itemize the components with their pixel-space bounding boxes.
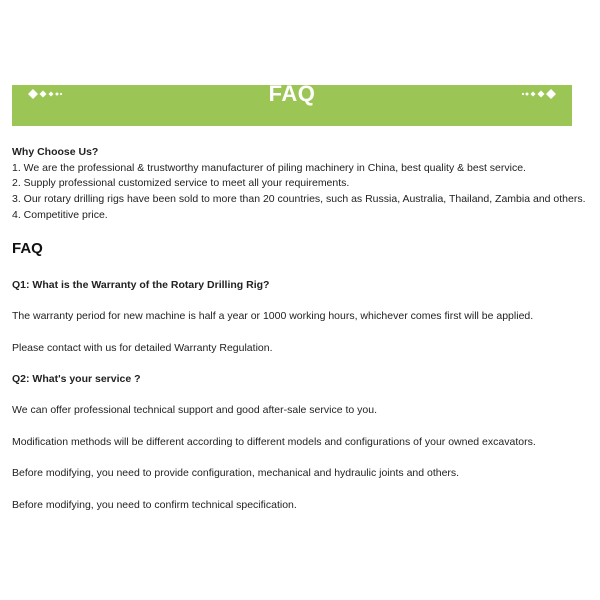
faq-answer: Please contact with us for detailed Warranty Regulation. (12, 342, 273, 354)
reason-item: 2. Supply professional customized service to meet all your requirements. (12, 177, 350, 190)
faq-answer: The warranty period for new machine is half a year or 1000 working hours, whichever comes first will be applied. (12, 310, 534, 322)
faq-heading: FAQ (12, 240, 43, 257)
diamond-ornament-icon (516, 87, 556, 101)
why-choose-us-heading: Why Choose Us? (12, 146, 99, 158)
faq-answer: We can offer professional technical support and good after-sale service to you. (12, 404, 377, 416)
faq-answer: Before modifying, you need to confirm technical specification. (12, 499, 297, 511)
faq-banner (12, 81, 572, 126)
why-choose-us-section (12, 145, 597, 224)
faq-question-1: Q1: What is the Warranty of the Rotary Drilling Rig? (12, 279, 270, 291)
faq-answer: Modification methods will be different according to different models and configurations of your owned excavators. (12, 436, 536, 448)
reason-item: 1. We are the professional & trustworthy manufacturer of piling machinery in China, best quality & best service. (12, 161, 526, 174)
faq-answer: Before modifying, you need to provide configuration, mechanical and hydraulic joints and others. (12, 467, 460, 479)
banner-title: FAQ (268, 81, 316, 106)
reason-item: 3. Our rotary drilling rigs have been sold to more than 20 countries, such as Russia, Australia, Thailand, Zambia and others. (12, 193, 586, 206)
reason-item: 4. Competitive price. (12, 208, 108, 221)
faq-question-2: Q2: What's your service ? (12, 373, 141, 385)
